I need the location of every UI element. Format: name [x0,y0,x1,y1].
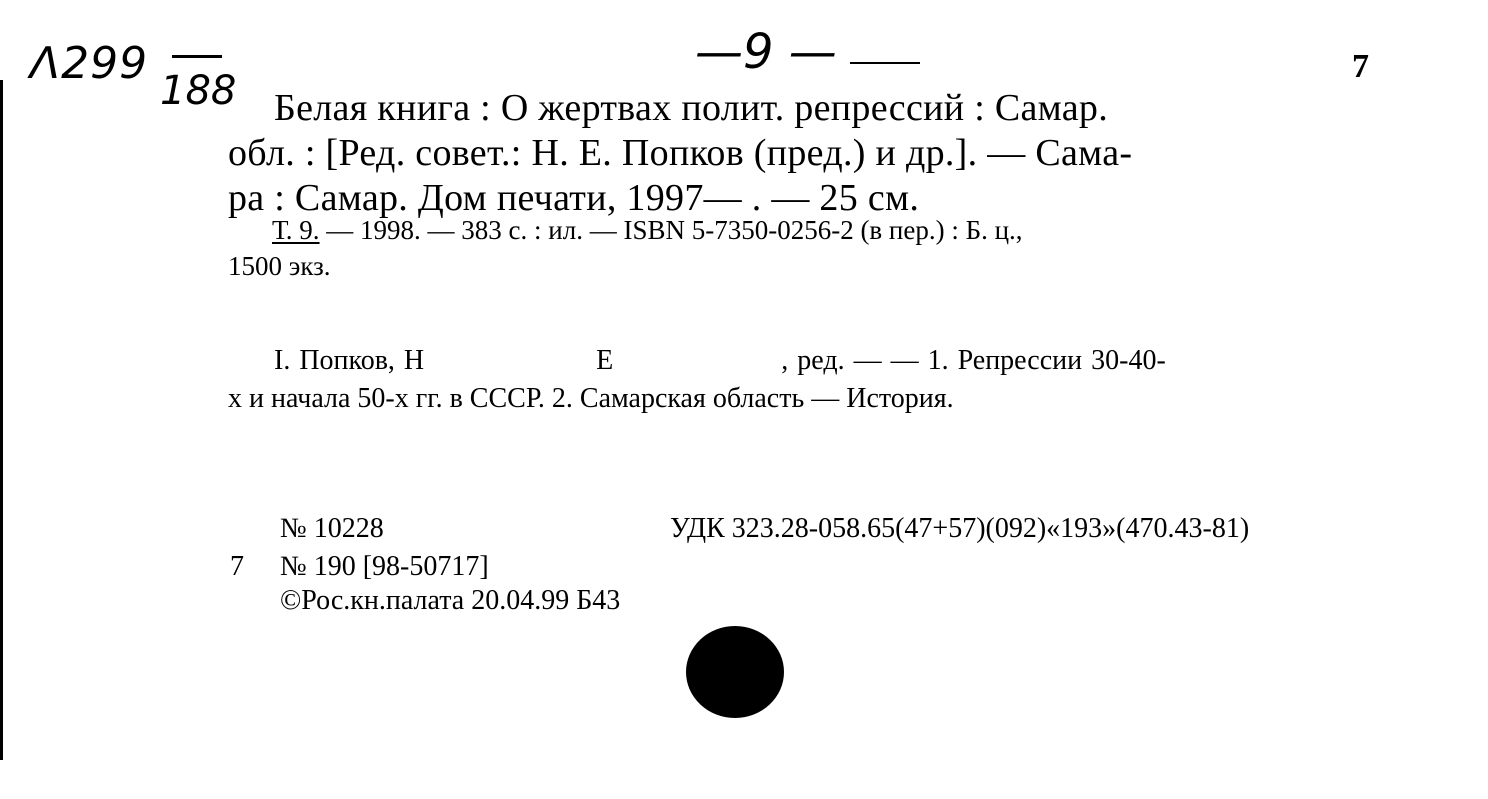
volume-block [228,212,1378,284]
title-line: Белая книга : О жертвах полит. репрессий : Самар. [274,87,1109,129]
title-line: обл. : [Ред. совет.: Н. Е. Попков (пред.) и др.]. — Сама- [228,132,1133,174]
volume-details: — 1998. — 383 с. : ил. — ISBN 5-7350-0256-2 (в пер.) : Б. ц., [319,215,1023,245]
underline-stroke [850,62,920,64]
volume-label: Т. 9. [272,215,320,245]
copyright-line: ©Рос.кн.палата 20.04.99 Б43 [280,585,621,616]
tracing-part: I. Попков, Н [274,345,425,376]
title-line: ра : Самар. Дом печати, 1997— . — 25 см. [228,177,920,219]
record-number: № 10228 [280,513,384,544]
handwritten-shelfmark-sub: 188 [160,68,237,114]
handwritten-volume-mark: —9 — [695,24,837,80]
punch-hole [686,626,784,718]
tracing-line-2: х и начала 50-х гг. в СССР. 2. Самарская область — История. [228,383,954,414]
udk-code: УДК 323.28-058.65(47+57)(092)«193»(470.43-81) [670,513,1250,544]
tracing-part: , ред. — — 1. Репрессии 30-40- [781,345,1166,376]
side-number: 7 [230,551,244,582]
tracing-part: Е [596,345,614,376]
handwritten-shelfmark: Λ299 [30,38,149,89]
tracings-block [228,342,1378,418]
card-edge [0,80,3,760]
title-block [228,86,1378,221]
tracing-line [228,342,1378,380]
volume-line [228,212,1378,248]
volume-line-2: 1500 экз. [228,251,331,281]
card-number: 7 [1352,48,1369,85]
shelfmark-fraction-bar [172,55,222,58]
record-number-2: № 190 [98-50717] [280,551,489,582]
